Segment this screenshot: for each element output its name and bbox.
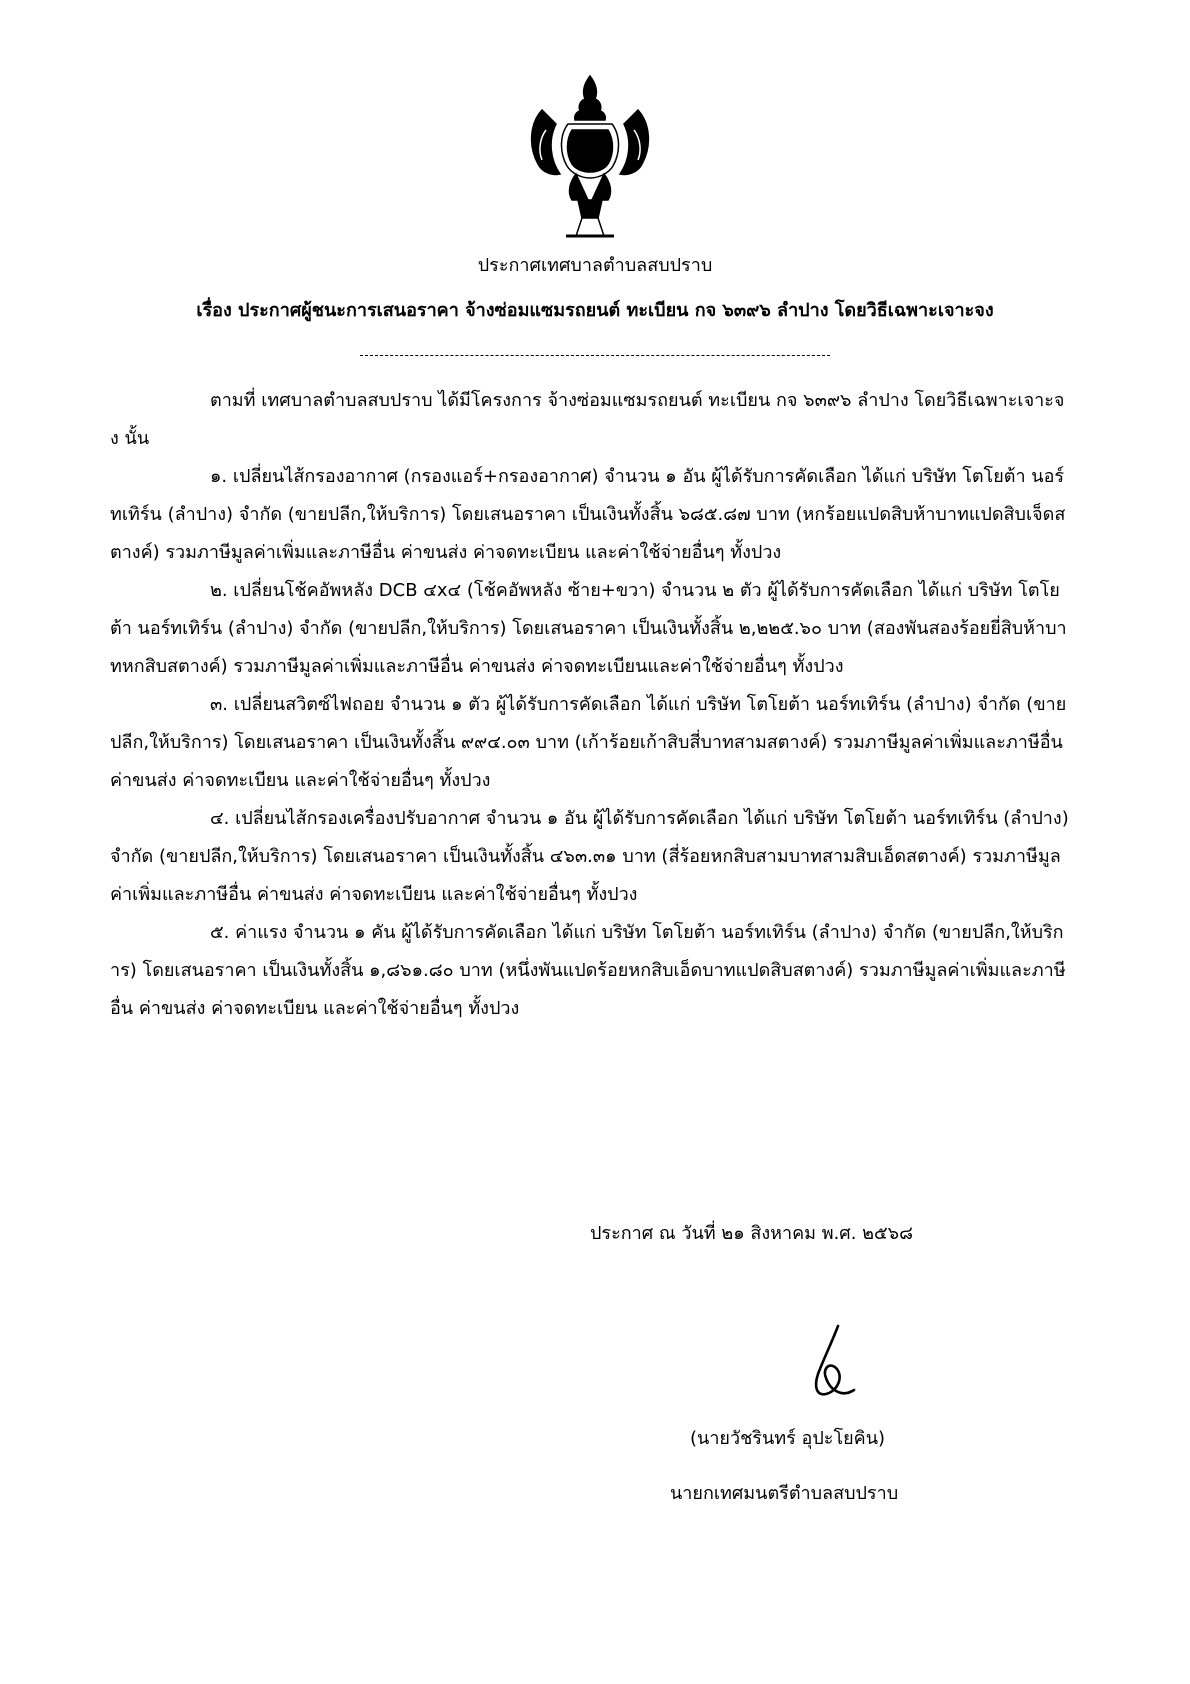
announcement-subject: เรื่อง ประกาศผู้ชนะการเสนอราคา จ้างซ่อมแซมรถยนต์ ทะเบียน กจ ๖๓๙๖ ลำปาง โดยวิธีเฉพาะเจาะจง — [196, 300, 994, 321]
signer-title: นายกเทศมนตรีตำบลสบปราบ — [670, 1483, 899, 1504]
signer-name: (นายวัชรินทร์ อุปะโยคิน) — [690, 1428, 886, 1449]
award-item-2: ๒. เปลี่ยนโช้คอัพหลัง DCB ๔x๔ (โช้คอัพหลัง ซ้าย+ขวา) จำนวน ๒ ตัว ผู้ได้รับการคัดเลือก ได้แก่ บริษัท โตโยต้า นอร์ทเทิร์น (ลำปาง) จำกัด (ขายปลีก,ให้บริการ) โดยเสนอราคา เป็นเงินทั้งสิ้น ๒,๒๒๕.๖๐ บาท (สองพันสองร้อยยี่สิบห้าบาทหกสิบสตางค์) รวมภาษีมูลค่าเพิ่มและภาษีอื่น ค่าขนส่ง ค่าจดทะเบียนและค่าใช้จ่ายอื่นๆ ทั้งปวง — [110, 580, 1067, 677]
award-item-1: ๑. เปลี่ยนไส้กรองอากาศ (กรองแอร์+กรองอากาศ) จำนวน ๑ อัน ผู้ได้รับการคัดเลือก ได้แก่ บริษัท โตโยต้า นอร์ทเทิร์น (ลำปาง) จำกัด (ขายปลีก,ให้บริการ) โดยเสนอราคา เป็นเงินทั้งสิ้น ๖๘๕.๘๗ บาท (หกร้อยแปดสิบห้าบาทแปดสิบเจ็ดสตางค์) รวมภาษีมูลค่าเพิ่มและภาษีอื่น ค่าขนส่ง ค่าจดทะเบียน และค่าใช้จ่ายอื่นๆ ทั้งปวง — [110, 466, 1066, 563]
divider — [360, 355, 830, 356]
announcement-date: ประกาศ ณ วันที่ ๒๑ สิงหาคม พ.ศ. ๒๕๖๘ — [590, 1223, 913, 1244]
announcement-organization: ประกาศเทศบาลตำบลสบปราบ — [477, 255, 713, 276]
award-item-5: ๕. ค่าแรง จำนวน ๑ คัน ผู้ได้รับการคัดเลือก ได้แก่ บริษัท โตโยต้า นอร์ทเทิร์น (ลำปาง) จำกัด (ขายปลีก,ให้บริการ) โดยเสนอราคา เป็นเงินทั้งสิ้น ๑,๘๖๑.๘๐ บาท (หนึ่งพันแปดร้อยหกสิบเอ็ดบาทแปดสิบสตางค์) รวมภาษีมูลค่าเพิ่มและภาษีอื่น ค่าขนส่ง ค่าจดทะเบียน และค่าใช้จ่ายอื่นๆ ทั้งปวง — [110, 922, 1066, 1019]
award-item-4: ๔. เปลี่ยนไส้กรองเครื่องปรับอากาศ จำนวน ๑ อัน ผู้ได้รับการคัดเลือก ได้แก่ บริษัท โตโยต้า นอร์ทเทิร์น (ลำปาง) จำกัด (ขายปลีก,ให้บริการ) โดยเสนอราคา เป็นเงินทั้งสิ้น ๔๖๓.๓๑ บาท (สี่ร้อยหกสิบสามบาทสามสิบเอ็ดสตางค์) รวมภาษีมูลค่าเพิ่มและภาษีอื่น ค่าขนส่ง ค่าจดทะเบียน และค่าใช้จ่ายอื่นๆ ทั้งปวง — [110, 808, 1069, 905]
award-item-3: ๓. เปลี่ยนสวิตซ์ไฟถอย จำนวน ๑ ตัว ผู้ได้รับการคัดเลือก ได้แก่ บริษัท โตโยต้า นอร์ทเทิร์น (ลำปาง) จำกัด (ขายปลีก,ให้บริการ) โดยเสนอราคา เป็นเงินทั้งสิ้น ๙๙๔.๐๓ บาท (เก้าร้อยเก้าสิบสี่บาทสามสตางค์) รวมภาษีมูลค่าเพิ่มและภาษีอื่น ค่าขนส่ง ค่าจดทะเบียน และค่าใช้จ่ายอื่นๆ ทั้งปวง — [110, 694, 1067, 791]
announcement-body — [110, 382, 1070, 1028]
garuda-emblem-icon — [510, 68, 670, 248]
intro-paragraph: ตามที่ เทศบาลตำบลสบปราบ ได้มีโครงการ จ้างซ่อมแซมรถยนต์ ทะเบียน กจ ๖๓๙๖ ลำปาง โดยวิธีเฉพาะเจาะจง นั้น — [110, 390, 1065, 449]
signature-icon — [790, 1320, 870, 1410]
